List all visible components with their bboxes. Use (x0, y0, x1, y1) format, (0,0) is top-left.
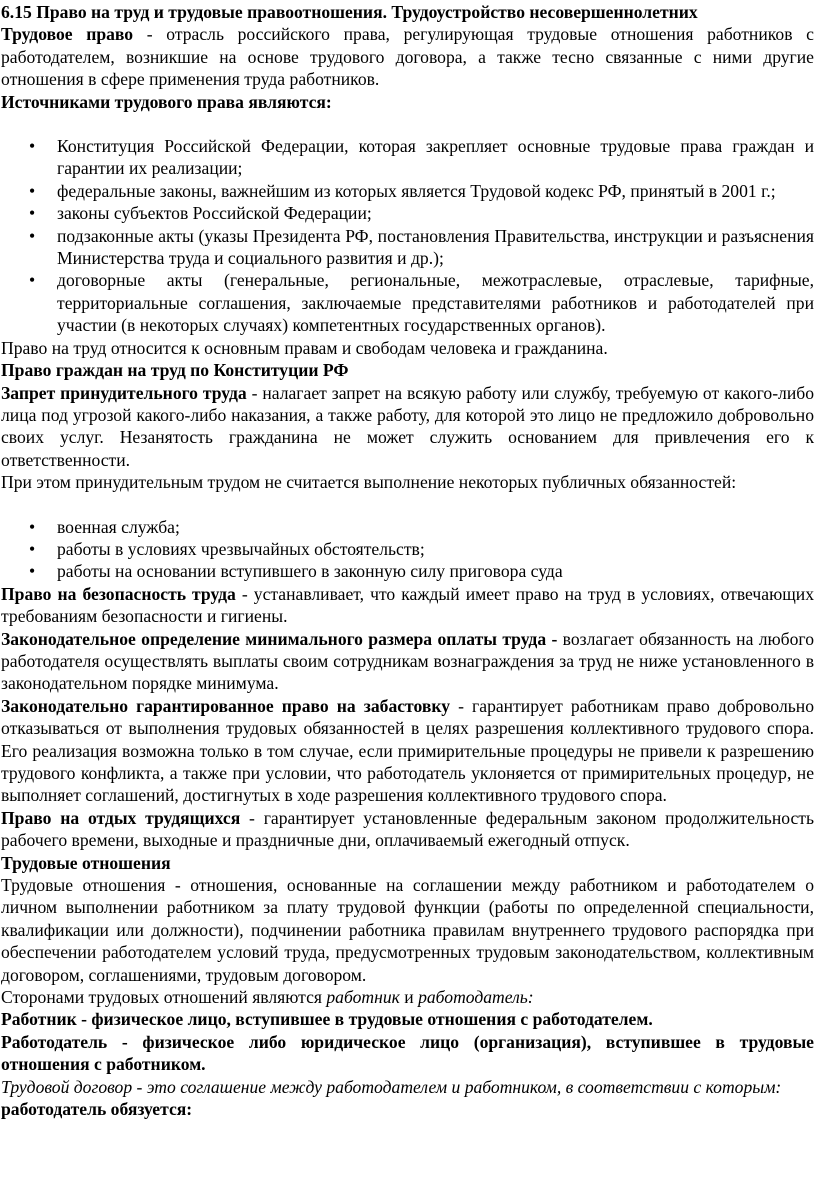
page-title: 6.15 Право на труд и трудовые правоотношения. Трудоустройство несовершеннолетних (1, 2, 698, 22)
blank-line (1, 113, 814, 135)
blank-line (1, 494, 814, 516)
safety-paragraph (1, 583, 814, 628)
forced-labor-paragraph (1, 382, 814, 472)
relations-text: Трудовые отношения - отношения, основанные на соглашении между работником и работодателем о личном выполнении работником за плату трудовой функции (работы по определенной специальности, квалификации или должности), подчинении работника правилам внутреннего трудового распорядка при обеспечении работодателем условий труда, предусмотренных трудовым законодательством, коллективным договором, соглашениями, трудовым договором. (1, 875, 814, 985)
strike-paragraph (1, 695, 814, 807)
rest-term: Право на отдых трудящихся (1, 807, 241, 828)
right-to-work-basic: Право на труд относится к основным правам и свободам человека и гражданина. (1, 337, 608, 358)
relations-heading: Трудовые отношения (1, 852, 171, 873)
strike-term: Законодательно гарантированное право на забастовку (1, 695, 451, 716)
employer-term: Работодатель - (1, 1031, 128, 1052)
sources-list (1, 135, 814, 337)
safety-text: - устанавливает, что каждый имеет право на труд в условиях, отвечающих требованиям безопасности и гигиены. (1, 583, 814, 627)
sources-heading: Источниками трудового права являются: (1, 91, 332, 112)
contract-definition: Трудовой договор - это соглашение между работодателем и работником, в соответствии с которым: (1, 1076, 782, 1097)
not-forced-intro: При этом принудительным трудом не считается выполнение некоторых публичных обязанностей: (1, 472, 737, 493)
parties-paragraph (1, 986, 814, 1008)
labor-law-text: - отрасль российского права, регулирующая трудовые отношения работников с работодателем, возникшие на основе трудового договора, а также тесно связанные с ними другие отношения в сфере применения труда работников. (1, 24, 814, 90)
parties-and: и (399, 987, 419, 1008)
list-item: • федеральные законы, важнейшим из которых является Трудовой кодекс РФ, принятый в 2001 г.; (57, 180, 814, 202)
not-forced-list (1, 516, 814, 583)
parties-prefix: Сторонами трудовых отношений являются (1, 987, 327, 1008)
labor-law-definition (1, 23, 814, 90)
employer-definition (1, 1031, 814, 1076)
parties-employer: работодатель: (418, 987, 534, 1008)
worker-definition: Работник - физическое лицо, вступившее в трудовые отношения с работодателем. (1, 1009, 653, 1030)
list-item: • законы субъектов Российской Федерации; (57, 202, 814, 224)
safety-term: Право на безопасность труда (1, 583, 236, 604)
min-wage-text: возлагает обязанность на любого работодателя осуществлять выплаты своим сотрудникам вознаграждения за труд не ниже установленного в законодательном порядке минимума. (1, 628, 814, 694)
employer-text: физическое либо юридическое лицо (организация), вступившее в трудовые отношения с работником. (1, 1031, 814, 1075)
employer-obliged: работодатель обязуется: (1, 1099, 193, 1120)
forced-labor-text: - налагает запрет на всякую работу или службу, требуемую от какого-либо лица под угрозой какого-либо наказания, а также работу, для которой это лицо не предложило добровольно своих услуг. Незанятость гражданина не может служить основанием для привлечения его к ответственности. (1, 382, 814, 470)
forced-labor-term: Запрет принудительного труда (1, 382, 247, 403)
list-item: • военная служба; (57, 516, 814, 538)
list-item: • подзаконные акты (указы Президента РФ, постановления Правительства, инструкции и разъяснения Министерства труда и социального развития и др.); (57, 225, 814, 270)
labor-law-term: Трудовое право (1, 24, 134, 45)
parties-worker: работник (326, 987, 400, 1008)
min-wage-term: Законодательное определение минимального размера оплаты труда - (1, 628, 558, 649)
strike-text: - гарантирует работникам право добровольно отказываться от выполнения трудовых обязанностей в целях разрешения коллективного трудового спора. Его реализация возможна только в том случае, если примирительные процедуры не привели к разрешению трудового конфликта, а также при условии, что работодатель уклоняется от примирительных процедур, не выполняет соглашений, достигнутых в ходе разрешения коллективного трудового спора. (1, 695, 814, 806)
constitution-heading: Право граждан на труд по Конституции РФ (1, 360, 349, 381)
list-item: • работы в условиях чрезвычайных обстоятельств; (57, 538, 814, 560)
rest-text: - гарантирует установленные федеральным законом продолжительность рабочего времени, выходные и праздничные дни, оплачиваемый ежегодный отпуск. (1, 807, 814, 851)
list-item: • работы на основании вступившего в законную силу приговора суда (57, 560, 814, 582)
rest-paragraph (1, 807, 814, 852)
list-item: • договорные акты (генеральные, региональные, межотраслевые, отраслевые, тарифные, территориальные соглашения, заключаемые представителями работников и работодателей при участии (в некоторых случаях) компетентных государственных органов). (57, 269, 814, 336)
list-item: • Конституция Российской Федерации, которая закрепляет основные трудовые права граждан и гарантии их реализации; (57, 135, 814, 180)
min-wage-paragraph (1, 628, 814, 695)
